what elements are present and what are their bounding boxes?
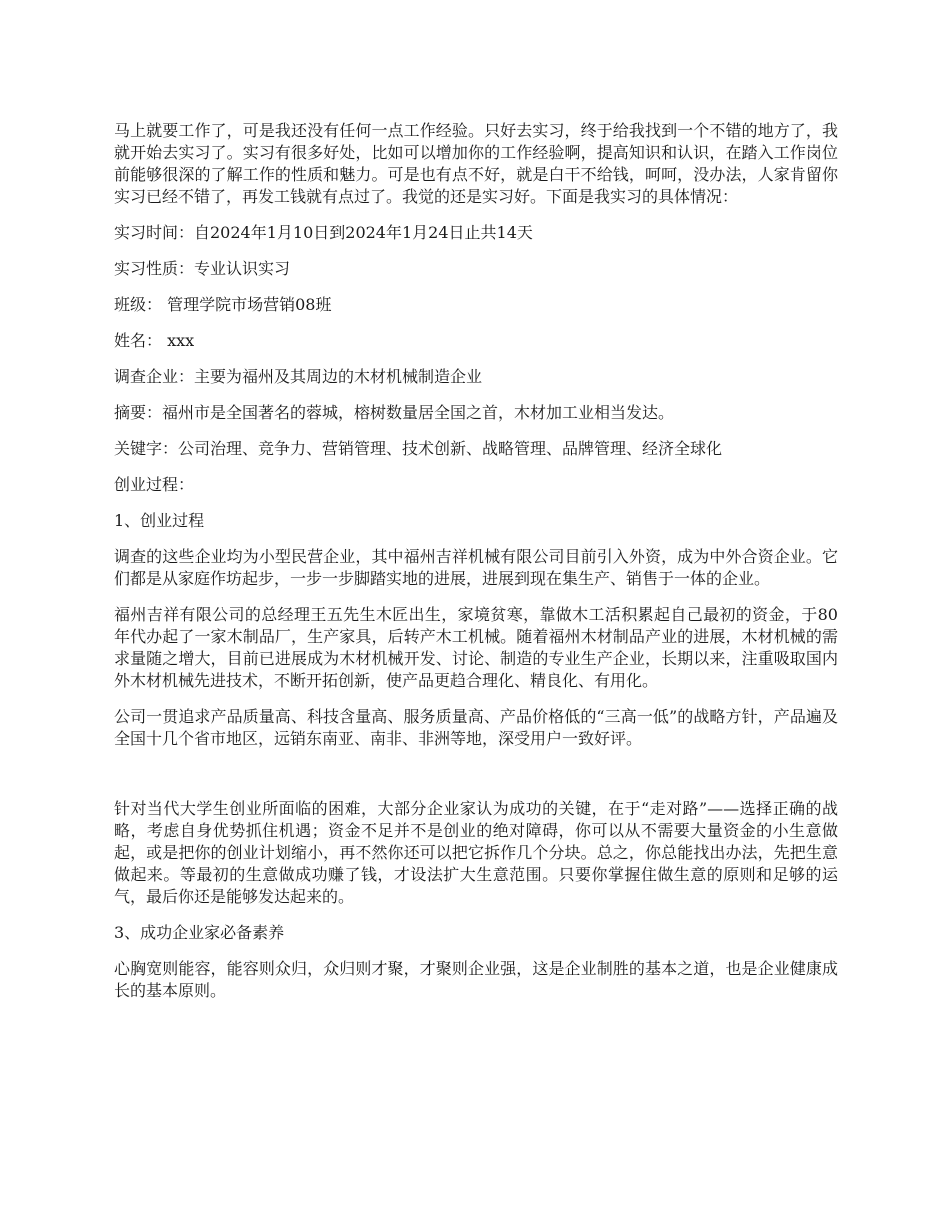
abstract: 摘要：福州市是全国著名的蓉城，榕树数量居全国之首，木材加工业相当发达。 [114,403,675,422]
section-1-paragraph-3: 公司一贯追求产品质量高、科技含量高、服务质量高、产品价格低的“三高一低”的战略方针，产品遍及全国十几个省市地区，远销东南亚、南非、非洲等地，深受用户一致好评。 [114,707,838,748]
blank-space [114,764,838,798]
class-info: 班级： 管理学院市场营销08班 [114,295,332,314]
section-1-paragraph-2: 福州吉祥有限公司的总经理王五先生木匠出生，家境贫寒，靠做木工活积累起自己最初的资金，于80年代办起了一家木制品厂，生产家具，后转产木工机械。随着福州木材制品产业的进展，木材机械的需求量随之增大，目前已进展成为木材机械开发、讨论、制造的专业生产企业，长期以来，注重吸取国内外木材机械先进技术，不断开拓创新，使产品更趋合理化、精良化、有用化。 [114,605,838,690]
internship-nature: 实习性质：专业认识实习 [114,259,291,278]
surveyed-company: 调查企业：主要为福州及其周边的木材机械制造企业 [114,367,483,386]
student-name: 姓名： xxx [114,331,195,350]
keywords: 关键字：公司治理、竞争力、营销管理、技术创新、战略管理、品牌管理、经济全球化 [114,439,723,458]
intro-paragraph: 马上就要工作了，可是我还没有任何一点工作经验。只好去实习，终于给我找到一个不错的地方了，我就开始去实习了。实习有很多好处，比如可以增加你的工作经验啊，提高知识和认识，在踏入工作岗位前能够很深的了解工作的性质和魅力。可是也有点不好，就是白干不给钱，呵呵，没办法，人家肯留你实习已经不错了，再发工钱就有点过了。我觉的还是实习好。下面是我实习的具体情况： [114,121,838,206]
section-3-paragraph: 心胸宽则能容，能容则众归，众归则才聚，才聚则企业强，这是企业制胜的基本之道，也是企业健康成长的基本原则。 [114,959,838,1000]
document-body [114,120,838,1016]
process-label: 创业过程： [114,475,195,494]
section-3-heading: 3、成功企业家必备素养 [114,923,285,942]
section-1-heading: 1、创业过程 [114,511,205,530]
section-1-paragraph-1: 调查的这些企业均为小型民营企业，其中福州吉祥机械有限公司目前引入外资，成为中外合资企业。它们都是从家庭作坊起步，一步一步脚踏实地的进展，进展到现在集生产、销售于一体的企业。 [114,547,838,588]
section-2-paragraph: 针对当代大学生创业所面临的困难，大部分企业家认为成功的关键，在于“走对路”——选择正确的战略，考虑自身优势抓住机遇；资金不足并不是创业的绝对障碍，你可以从不需要大量资金的小生意做起，或是把你的创业计划缩小，再不然你还可以把它拆作几个分块。总之，你总能找出办法，先把生意做起来。等最初的生意做成功赚了钱，才设法扩大生意范围。只要你掌握住做生意的原则和足够的运气，最后你还是能够发达起来的。 [114,799,838,906]
internship-time: 实习时间：自2024年1月10日到2024年1月24日止共14天 [114,223,533,242]
